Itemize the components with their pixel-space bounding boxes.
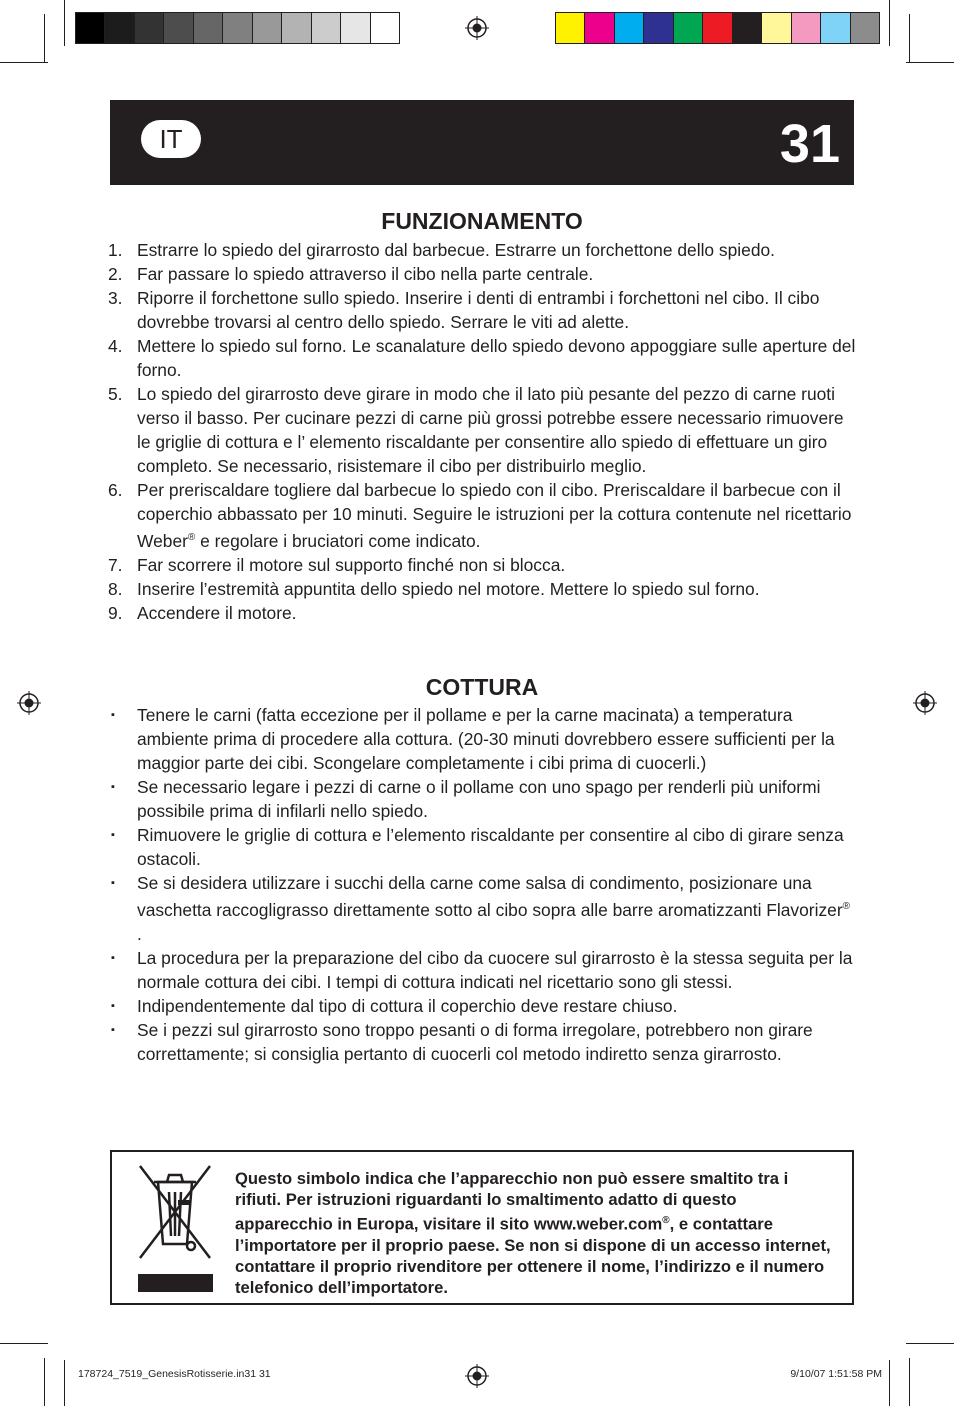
crop-mark (44, 1358, 45, 1406)
color-swatch (851, 13, 879, 43)
crop-mark (906, 62, 954, 63)
registration-mark-icon (465, 16, 489, 40)
cooking-tip (108, 775, 856, 823)
crop-mark (0, 62, 48, 63)
step-number: 8. (108, 578, 123, 599)
registration-mark-icon (913, 691, 937, 715)
color-swatch (135, 13, 164, 43)
color-swatch (223, 13, 252, 43)
step-text: Per preriscaldare togliere dal barbecue lo spiedo con il cibo. Preriscaldare il barbecue con il coperchio abbassato per 10 minuti. Seguire le istruzioni per la cottura contenute nel ricettario Weber (137, 480, 852, 551)
step-text: Riporre il forchettone sullo spiedo. Inserire i denti di entrambi i forchettoni nel cibo. Il cibo dovrebbe trovarsi al centro dello spiedo. Serrare le viti ad alette. (137, 288, 820, 332)
color-swatch (644, 13, 673, 43)
step-text: Mettere lo spiedo sul forno. Le scanalature dello spiedo devono appoggiare sulle aperture del forno. (137, 336, 856, 380)
step-item (108, 478, 856, 553)
crop-mark (889, 1360, 890, 1406)
bullet-icon: ▪ (111, 709, 115, 721)
cooking-tip-text: Se si desidera utilizzare i succhi della carne come salsa di condimento, posizionare una vaschetta raccogligrasso direttamente sotto al cibo sopra alle barre aromatizzanti Flavorizer (137, 873, 843, 920)
crop-mark (0, 1343, 48, 1344)
cooking-tip-text: Se necessario legare i pezzi di carne o il pollame con uno spago per renderli più uniformi possibile prima di infilarli nello spiedo. (137, 777, 821, 821)
disposal-notice-box (110, 1150, 854, 1305)
color-swatch (556, 13, 585, 43)
step-item (108, 553, 856, 577)
section-title-cottura: COTTURA (425, 674, 539, 700)
color-swatch (615, 13, 644, 43)
cooking-tip-text: Indipendentemente dal tipo di cottura il coperchio deve restare chiuso. (137, 995, 678, 1016)
step-number: 6. (108, 480, 123, 500)
registered-mark: ® (187, 532, 196, 543)
color-swatch (792, 13, 821, 43)
cooking-tip (108, 946, 856, 994)
color-swatch (282, 13, 311, 43)
step-number: 4. (108, 336, 123, 356)
page-number: 31 (779, 114, 840, 174)
step-number: 5. (108, 384, 123, 404)
crop-mark (889, 0, 890, 46)
step-item (108, 238, 856, 262)
step-item (108, 382, 856, 478)
language-badge: IT (141, 120, 201, 158)
crossed-out-wheelie-bin-icon (134, 1160, 216, 1264)
bullet-icon: ▪ (111, 781, 115, 793)
footer-timestamp: 9/10/07 1:51:58 PM (790, 1368, 882, 1380)
step-item (108, 334, 856, 382)
crop-mark (906, 1343, 954, 1344)
bullet-icon: ▪ (111, 829, 115, 841)
color-swatch (821, 13, 850, 43)
step-number: 1. (108, 240, 123, 260)
section-title-funzionamento: FUNZIONAMENTO (381, 208, 583, 234)
registered-mark: ® (842, 901, 850, 912)
cooking-tip-text-continued: . (137, 923, 142, 944)
step-item (108, 577, 856, 601)
color-swatch (585, 13, 614, 43)
step-text: Estrarre lo spiedo del girarrosto dal barbecue. Estrarre un forchettone dello spiedo. (137, 240, 776, 260)
cooking-tip (108, 703, 856, 775)
bullet-icon: ▪ (111, 877, 115, 889)
step-text: Far passare lo spiedo attraverso il cibo nella parte centrale. (137, 264, 594, 284)
step-item (108, 262, 856, 286)
bin-underline-bar (138, 1274, 213, 1292)
cooking-tip (108, 1018, 856, 1066)
grayscale-bar (75, 12, 400, 44)
crop-mark (64, 0, 65, 46)
cooking-tip-text: La procedura per la preparazione del cibo da cuocere sul girarrosto è la stessa seguita per la normale cottura dei cibi. I tempi di cottura indicati nel ricettario sono gli stessi. (137, 947, 853, 992)
crop-mark (909, 14, 910, 62)
color-swatch (674, 13, 703, 43)
disposal-notice-text: Questo simbolo indica che l’apparecchio non può essere smaltito tra i rifiuti. Per istruzioni riguardanti lo smaltimento adatto di questo apparecchio in Europa, visitare il sito www.weber.com®, e contattare l’importatore per il proprio paese. Se non si dispone di un accesso internet, contattare il proprio rivenditore per ottenere il nome, l’indirizzo e il numero telefonico dell’importatore. (235, 1169, 831, 1297)
color-bar (555, 12, 880, 44)
step-text: Accendere il motore. (137, 602, 297, 623)
color-swatch (703, 13, 732, 43)
cooking-tip-text: Rimuovere le griglie di cottura e l’elemento riscaldante per consentire al cibo di girare senza ostacoli. (137, 825, 844, 869)
color-swatch (733, 13, 762, 43)
step-text: Inserire l’estremità appuntita dello spiedo nel motore. Mettere lo spiedo sul forno. (137, 578, 760, 599)
cooking-tip (108, 994, 856, 1018)
operation-steps-list (108, 238, 856, 625)
step-item (108, 286, 856, 334)
bullet-icon: ▪ (111, 951, 115, 964)
bullet-icon: ▪ (111, 999, 115, 1012)
color-swatch (341, 13, 370, 43)
page-header-band (110, 100, 854, 185)
step-text-continued: e regolare i bruciatori come indicato. (195, 530, 481, 551)
color-swatch (312, 13, 341, 43)
step-item (108, 601, 856, 625)
cooking-tip (108, 823, 856, 871)
color-swatch (105, 13, 134, 43)
step-number: 7. (108, 554, 123, 575)
bullet-icon: ▪ (111, 1023, 115, 1036)
cooking-tips-list (108, 703, 856, 1066)
color-swatch (194, 13, 223, 43)
footer-file-info: 178724_7519_GenesisRotisserie.in31 31 (78, 1368, 271, 1380)
color-swatch (76, 13, 105, 43)
registration-mark-icon (465, 1364, 489, 1388)
crop-mark (909, 1358, 910, 1406)
color-swatch (164, 13, 193, 43)
step-text: Lo spiedo del girarrosto deve girare in modo che il lato più pesante del pezzo di carne ruoti verso il basso. Per cucinare pezzi di carne più grossi potrebbe essere necessario rimuovere le griglie di cottura e l’ elemento riscaldante per consentire allo spiedo di effettuare un giro completo. Se necessario, risistemare il cibo per distribuirlo meglio. (137, 384, 844, 476)
color-swatch (762, 13, 791, 43)
crop-mark (64, 1360, 65, 1406)
color-swatch (371, 13, 399, 43)
cooking-tip-text: Se i pezzi sul girarrosto sono troppo pesanti o di forma irregolare, potrebbero non girare correttamente; si consiglia pertanto di cuocerli col metodo indiretto senza girarrosto. (137, 1019, 813, 1064)
color-swatch (253, 13, 282, 43)
cooking-tip (108, 871, 856, 946)
cooking-tip-text: Tenere le carni (fatta eccezione per il pollame e per la carne macinata) a temperatura ambiente prima di procedere alla cottura. (20-30 minuti dovrebbero essere sufficienti per la maggior parte dei cibi. Scongelare completamente i cibi prima di cuocerli.) (137, 705, 835, 773)
step-number: 9. (108, 602, 123, 623)
step-text: Far scorrere il motore sul supporto finché non si blocca. (137, 554, 566, 575)
registration-mark-icon (17, 691, 41, 715)
crop-mark (44, 14, 45, 62)
step-number: 2. (108, 264, 123, 284)
step-number: 3. (108, 288, 123, 308)
